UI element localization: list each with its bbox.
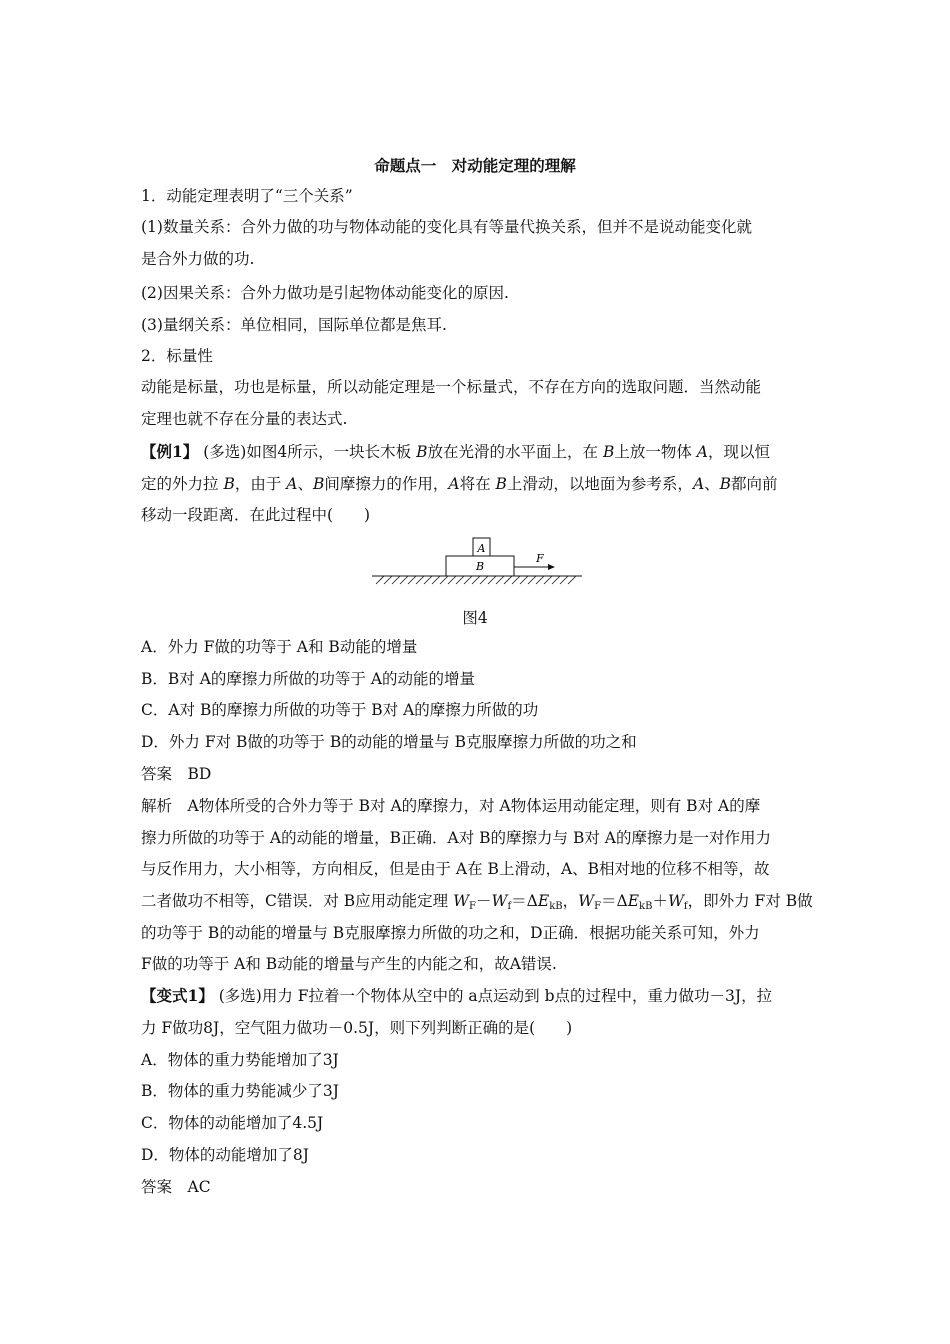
subscript: kB [549, 901, 563, 912]
var-a: A [286, 475, 298, 493]
text-run: 上滑动，以地面为参考系， [506, 475, 693, 493]
analysis-line2: 擦力所做的功等于 A的动能的增量，B正确．A对 B的摩擦力与 B对 A的摩擦力是一对作用力 [141, 829, 771, 847]
example1-line3: 移动一段距离．在此过程中( ) [141, 506, 371, 524]
var-w: W [491, 892, 508, 910]
var-w: W [453, 892, 470, 910]
analysis-line3: 与反作用力，大小相等，方向相反，但是由于 A在 B上滑动，A、B相对地的位移不相等，故 [141, 860, 770, 878]
analysis-line5: 的功等于 B的动能的增量与 B克服摩擦力所做的功之和，D正确．根据功能关系可知，外力 [141, 924, 760, 942]
var-w: W [667, 892, 684, 910]
text-run: 都向前 [731, 475, 778, 493]
text-run: 定的外力拉 [141, 475, 224, 493]
p1-item2: (2)因果关系：合外力做功是引起物体动能变化的原因. [141, 284, 509, 302]
arrow-head-icon [548, 564, 555, 570]
subscript: f [683, 901, 688, 912]
variant1-line1 [141, 986, 772, 1006]
text-run: 间摩擦力的作用， [324, 475, 449, 493]
var-e: E [627, 892, 640, 910]
example1-line1 [141, 442, 770, 462]
example1-option-a: A．外力 F做的功等于 A和 B动能的增量 [141, 638, 418, 656]
label-f: F [536, 552, 544, 565]
text-run: ， [562, 892, 579, 910]
text-run: － [476, 892, 492, 910]
var-b: B [223, 475, 235, 493]
subscript: F [594, 901, 602, 912]
text-run: 、 [297, 475, 313, 493]
var-a: A [448, 475, 460, 493]
var-b: B [719, 475, 732, 493]
text-run: 放在光滑的水平面上，在 [427, 443, 603, 461]
analysis-line1: 解析 A物体所受的合外力等于 B对 A的摩擦力，对 A物体运用动能定理，则有 B对 A的摩 [141, 797, 761, 815]
variant1-option-d: D．物体的动能增加了8J [141, 1146, 310, 1164]
p1-heading: 1．动能定理表明了“三个关系” [141, 187, 353, 205]
p1-item1-line2: 是合外力做的功. [141, 250, 255, 268]
p1-item3: (3)量纲关系：单位相同，国际单位都是焦耳. [141, 316, 447, 334]
text-run: (多选)用力 F拉着一个物体从空中的 a点运动到 b点的过程中，重力做功－3J，拉 [213, 987, 773, 1005]
p1-item1-line1: (1)数量关系：合外力做的功与物体动能的变化具有等量代换关系，但并不是说动能变化就 [141, 218, 752, 236]
variant1-option-a: A．物体的重力势能增加了3J [141, 1051, 339, 1069]
subscript: f [507, 901, 512, 912]
p2-line2: 定理也就不存在分量的表达式. [141, 410, 348, 428]
variant1-option-b: B．物体的重力势能减少了3J [141, 1082, 339, 1100]
example1-answer: 答案 BD [141, 765, 212, 783]
text-run: 将在 [459, 475, 496, 493]
var-a: A [692, 475, 705, 493]
var-b: B [602, 443, 615, 461]
subscript: kB [639, 901, 653, 912]
text-run: ＝Δ [601, 892, 628, 910]
var-b: B [416, 443, 428, 461]
analysis-line4 [141, 891, 813, 917]
var-b: B [495, 475, 507, 493]
var-e: E [537, 892, 550, 910]
variant1-option-c: C．物体的动能增加了4.5J [141, 1114, 324, 1132]
text-run: 、 [704, 475, 720, 493]
var-a: A [696, 443, 708, 461]
text-run: ＝Δ [511, 892, 538, 910]
text-run: 上放一物体 [614, 443, 697, 461]
text-run: ，由于 [234, 475, 287, 493]
p2-line1: 动能是标量，功也是标量，所以动能定理是一个标量式，不存在方向的选取问题．当然动能 [141, 378, 762, 396]
text-run: (多选)如图4所示，一块长木板 [198, 443, 417, 461]
figure-4-diagram [372, 534, 582, 594]
example1-option-b: B．B对 A的摩擦力所做的功等于 A的动能的增量 [141, 670, 476, 688]
label-b: B [475, 560, 485, 573]
section-title: 命题点一 对动能定理的理解 [374, 156, 576, 175]
variant1-line2: 力 F做功8J，空气阻力做功－0.5J，则下列判断正确的是( ) [141, 1019, 573, 1037]
example1-option-d: D．外力 F对 B做的功等于 B的动能的增量与 B克服摩擦力所做的功之和 [141, 733, 637, 751]
var-b: B [312, 475, 325, 493]
example1-label: 【例1】 [141, 442, 199, 461]
variant1-label: 【变式1】 [141, 986, 214, 1005]
text-run: ，现以恒 [707, 443, 770, 461]
ground-hatching [376, 576, 576, 584]
label-a: A [477, 542, 486, 555]
figure-caption: 图4 [462, 609, 488, 627]
subscript: F [469, 901, 476, 912]
text-run: ，即外力 F对 B做 [687, 892, 813, 910]
variant1-answer: 答案 AC [141, 1178, 211, 1196]
var-w: W [578, 892, 595, 910]
text-run: 二者做功不相等，C错误．对 B应用动能定理 [141, 892, 454, 910]
p2-heading: 2．标量性 [141, 347, 213, 365]
analysis-line6: F做的功等于 A和 B动能的增量与产生的内能之和，故A错误. [141, 955, 557, 973]
text-run: ＋ [652, 892, 668, 910]
example1-line2 [141, 474, 778, 494]
example1-option-c: C．A对 B的摩擦力所做的功等于 B对 A的摩擦力所做的功 [141, 701, 539, 719]
